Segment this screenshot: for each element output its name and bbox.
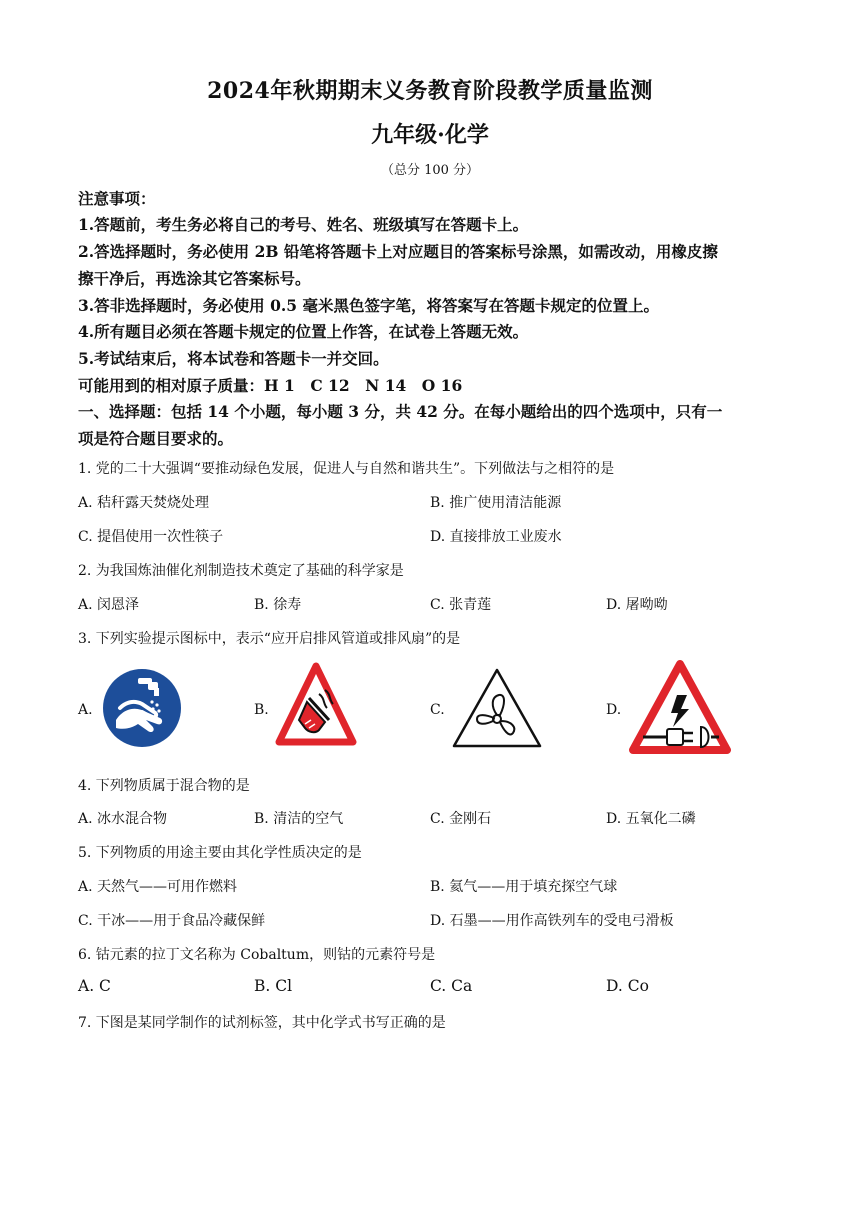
total-score: （总分 100 分）	[380, 163, 480, 178]
option-2c: C. 张青莲	[430, 597, 492, 613]
question-stem-2: 2. 为我国炼油催化剂制造技术奠定了基础的科学家是	[78, 563, 404, 579]
option-5d: D. 石墨——用作高铁列车的受电弓滑板	[430, 913, 674, 929]
option-3a: A.	[78, 702, 93, 718]
option-6a: A. C	[78, 977, 111, 995]
question-stem-6: 6. 钴元素的拉丁文名称为 Cobaltum，则钴的元素符号是	[78, 947, 436, 963]
option-1a: A. 秸秆露天焚烧处理	[78, 495, 210, 511]
section-heading: 项是符合题目要求的。	[78, 429, 234, 448]
option-6d: D. Co	[606, 977, 649, 995]
option-1b: B. 推广使用清洁能源	[430, 495, 562, 511]
notice-item: 擦干净后，再选涂其它答案标号。	[78, 269, 311, 288]
notice-item: 4.所有题目必须在答题卡规定的位置上作答，在试卷上答题无效。	[78, 322, 529, 341]
atomic-mass-line: 可能用到的相对原子质量：H 1 C 12 N 14 O 16	[78, 376, 463, 395]
option-3d: D.	[606, 702, 622, 718]
option-2b: B. 徐寿	[254, 597, 302, 613]
page-subtitle: 九年级·化学	[371, 122, 489, 148]
question-stem-1: 1. 党的二十大强调“要推动绿色发展，促进人与自然和谐共生”。下列做法与之相符的是	[78, 461, 615, 477]
hot-test-tube-warning-icon	[275, 662, 357, 748]
option-1d: D. 直接排放工业废水	[430, 529, 562, 545]
section-heading: 一、选择题：包括 14 个小题，每小题 3 分，共 42 分。在每小题给出的四个选项中，只有一	[78, 402, 723, 421]
option-4c: C. 金刚石	[430, 811, 492, 827]
option-2d: D. 屠呦呦	[606, 597, 668, 613]
option-3c: C.	[430, 702, 445, 718]
notice-item: 3.答非选择题时，务必使用 0.5 毫米黑色签字笔，将答案写在答题卡规定的位置上。	[78, 296, 659, 315]
option-2a: A. 闵恩泽	[78, 597, 140, 613]
fan-warning-icon	[451, 667, 543, 749]
question-stem-5: 5. 下列物质的用途主要由其化学性质决定的是	[78, 845, 362, 861]
option-6b: B. Cl	[254, 977, 293, 995]
question-stem-4: 4. 下列物质属于混合物的是	[78, 778, 250, 794]
notice-item: 5.考试结束后，将本试卷和答题卡一并交回。	[78, 349, 389, 368]
option-5c: C. 干冰——用于食品冷藏保鲜	[78, 913, 266, 929]
question-stem-3: 3. 下列实验提示图标中，表示“应开启排风管道或排风扇”的是	[78, 631, 461, 647]
option-4d: D. 五氧化二磷	[606, 811, 696, 827]
notice-heading: 注意事项：	[78, 189, 156, 208]
option-1c: C. 提倡使用一次性筷子	[78, 529, 224, 545]
notice-item: 2.答选择题时，务必使用 2B 铅笔将答题卡上对应题目的答案标号涂黑，如需改动，用橡皮擦	[78, 242, 718, 261]
notice-item: 1.答题前，考生务必将自己的考号、姓名、班级填写在答题卡上。	[78, 215, 529, 234]
option-4a: A. 冰水混合物	[78, 811, 168, 827]
wash-hands-icon	[102, 668, 182, 748]
option-3b: B.	[254, 702, 269, 718]
option-5b: B. 氦气——用于填充探空气球	[430, 879, 618, 895]
option-5a: A. 天然气——可用作燃料	[78, 879, 238, 895]
question-stem-7: 7. 下图是某同学制作的试剂标签，其中化学式书写正确的是	[78, 1015, 446, 1031]
option-6c: C. Ca	[430, 977, 473, 995]
page-title: 2024年秋期期末义务教育阶段教学质量监测	[207, 78, 653, 104]
electrical-plug-warning-icon	[627, 659, 733, 757]
option-4b: B. 清洁的空气	[254, 811, 344, 827]
